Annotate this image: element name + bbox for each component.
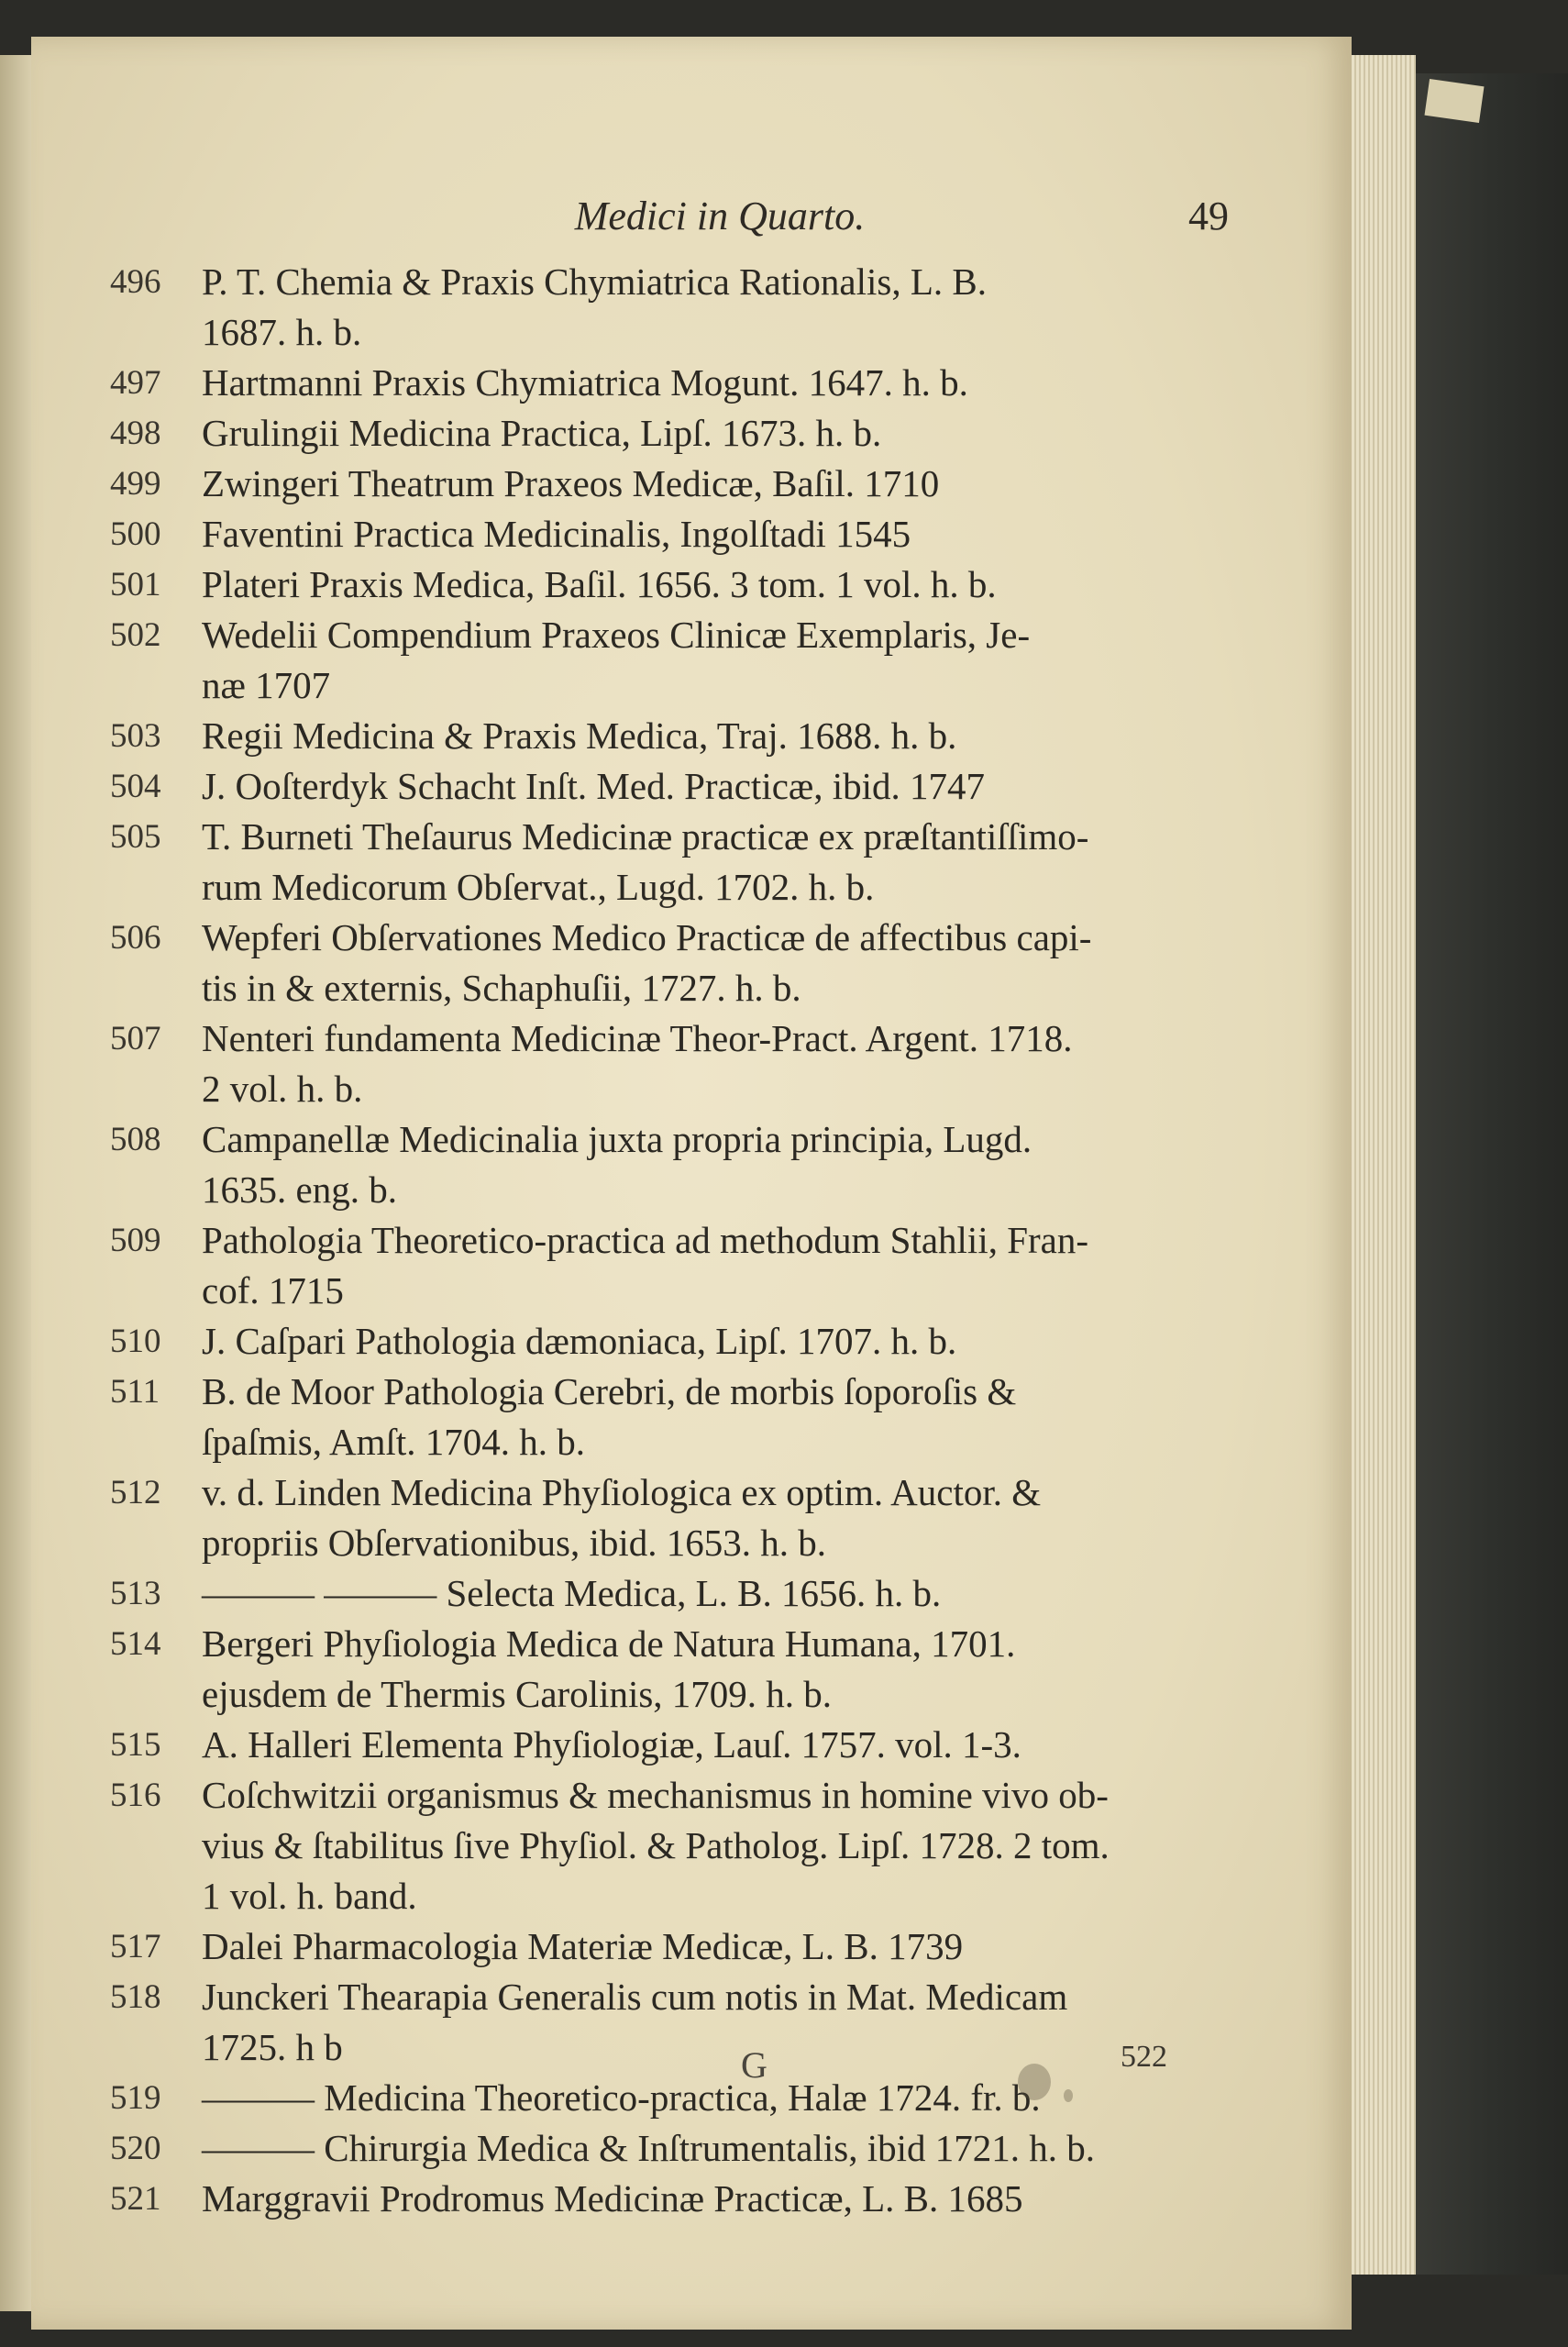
entry-text: Coſchwitzii organismus & mechanismus in homine vivo ob- vius & ſtabilitus ſive Phyſiol. & Patholog. Lipſ. 1728. 2 tom. 1 vol. h. band.: [202, 1774, 1110, 1917]
catchword: 522: [1121, 2040, 1167, 2074]
cover-corner: [1425, 79, 1485, 123]
entry-text: Zwingeri Theatrum Praxeos Medicæ, Baſil. 1710: [202, 462, 940, 504]
entry-text: Plateri Praxis Medica, Baſil. 1656. 3 tom. 1 vol. h. b.: [202, 563, 997, 605]
entry-number: 507: [110, 1020, 161, 1057]
entry-text: Hartmanni Praxis Chymiatrica Mogunt. 1647. h. b.: [202, 361, 968, 404]
entry-text: ——— Medicina Theoretico-practica, Halæ 1724. fr. b.: [202, 2076, 1041, 2119]
catalog-entry: [110, 1921, 1210, 1972]
entry-text: Faventini Practica Medicinalis, Ingolſtadi 1545: [202, 513, 911, 555]
entry-text: Bergeri Phyſiologia Medica de Natura Humana, 1701. ejusdem de Thermis Carolinis, 1709. h. b.: [202, 1622, 1016, 1715]
entry-text: Dalei Pharmacologia Materiæ Medicæ, L. B. 1739: [202, 1925, 964, 1967]
entry-number: 512: [110, 1474, 161, 1511]
entry-number: 508: [110, 1121, 161, 1158]
entry-text: Wedelii Compendium Praxeos Clinicæ Exemplaris, Je- næ 1707: [202, 614, 1031, 706]
catalog-entry: [110, 1770, 1210, 1921]
entry-text: A. Halleri Elementa Phyſiologiæ, Lauſ. 1757. vol. 1-3.: [202, 1723, 1021, 1766]
signature-mark: G: [741, 2044, 767, 2086]
catalog-entry: [110, 1720, 1210, 1770]
entry-number: 519: [110, 2079, 161, 2117]
entry-number: 497: [110, 364, 161, 402]
catalog-entry: [110, 1619, 1210, 1720]
entry-number: 517: [110, 1928, 161, 1965]
book-cover: [1416, 73, 1568, 2275]
catalog-entry: [110, 1467, 1210, 1568]
page-header: [211, 193, 1229, 248]
entry-number: 514: [110, 1625, 161, 1663]
entry-text: Nenteri fundamenta Medicinæ Theor-Pract. Argent. 1718. 2 vol. h. b.: [202, 1017, 1073, 1110]
catalog-entry: [110, 257, 1210, 358]
previous-page-edge: [0, 55, 31, 2311]
catalog-entry: [110, 358, 1210, 408]
catalog-entry: [110, 1568, 1210, 1619]
page-number: 49: [1188, 194, 1229, 238]
entry-text: P. T. Chemia & Praxis Chymiatrica Rationalis, L. B. 1687. h. b.: [202, 260, 987, 353]
entry-text: J. Ooſterdyk Schacht Inſt. Med. Practicæ, ibid. 1747: [202, 765, 986, 807]
entry-number: 516: [110, 1777, 161, 1814]
entry-number: 520: [110, 2130, 161, 2167]
entry-text: Marggravii Prodromus Medicinæ Practicæ, L. B. 1685: [202, 2177, 1023, 2220]
catalog-entry: [110, 559, 1210, 610]
catalog-entry: [110, 913, 1210, 1013]
entry-number: 500: [110, 515, 161, 553]
entry-text: Junckeri Thearapia Generalis cum notis in Mat. Medicam 1725. h b: [202, 1976, 1068, 2068]
entry-number: 496: [110, 263, 161, 301]
entry-number: 510: [110, 1323, 161, 1360]
catalog-entry: [110, 1013, 1210, 1114]
entry-number: 501: [110, 566, 161, 603]
entry-number: 506: [110, 919, 161, 957]
catalog-entry: [110, 2123, 1210, 2174]
catalog-entry: [110, 509, 1210, 559]
entry-text: ——— ——— Selecta Medica, L. B. 1656. h. b.: [202, 1572, 942, 1614]
ink-stain: [1064, 2089, 1073, 2102]
entry-text: J. Caſpari Pathologia dæmoniaca, Lipſ. 1707. h. b.: [202, 1320, 957, 1362]
entry-number: 521: [110, 2180, 161, 2218]
entry-number: 511: [110, 1373, 160, 1411]
entry-number: 502: [110, 616, 161, 654]
entry-text: ——— Chirurgia Medica & Inſtrumentalis, ibid 1721. h. b.: [202, 2127, 1096, 2169]
catalog-entry: [110, 1316, 1210, 1367]
catalog-entry: [110, 459, 1210, 509]
catalog-entries: [110, 257, 1210, 2224]
page-block-edges: [1352, 55, 1416, 2275]
catalog-entry: [110, 812, 1210, 913]
entry-number: 509: [110, 1222, 161, 1259]
entry-text: B. de Moor Pathologia Cerebri, de morbis ſoporoſis & ſpaſmis, Amſt. 1704. h. b.: [202, 1370, 1017, 1463]
entry-number: 513: [110, 1575, 161, 1612]
catalog-entry: [110, 1215, 1210, 1316]
entry-text: Pathologia Theoretico-practica ad methodum Stahlii, Fran- cof. 1715: [202, 1219, 1089, 1312]
catalog-entry: [110, 610, 1210, 711]
entry-number: 504: [110, 768, 161, 805]
entry-text: Campanellæ Medicinalia juxta propria principia, Lugd. 1635. eng. b.: [202, 1118, 1032, 1211]
entry-text: T. Burneti Theſaurus Medicinæ practicæ ex præſtantiſſimo- rum Medicorum Obſervat., Lugd. 1702. h. b.: [202, 815, 1089, 908]
catalog-entry: [110, 2174, 1210, 2224]
entry-number: 518: [110, 1978, 161, 2016]
ink-stain: [1018, 2064, 1051, 2100]
entry-number: 503: [110, 717, 161, 755]
catalog-entry: [110, 711, 1210, 761]
entry-text: v. d. Linden Medicina Phyſiologica ex optim. Auctor. & propriis Obſervationibus, ibid. 1653. h. b.: [202, 1471, 1042, 1564]
entry-text: Regii Medicina & Praxis Medica, Traj. 1688. h. b.: [202, 714, 957, 757]
entry-text: Wepferi Obſervationes Medico Practicæ de affectibus capi- tis in & externis, Schaphuſii, 1727. h. b.: [202, 916, 1092, 1009]
catalog-entry: [110, 761, 1210, 812]
entry-number: 499: [110, 465, 161, 503]
catalog-entry: [110, 1972, 1210, 2073]
entry-number: 498: [110, 415, 161, 452]
catalog-entry: [110, 408, 1210, 459]
catalog-entry: [110, 1367, 1210, 1467]
entry-text: Grulingii Medicina Practica, Lipſ. 1673. h. b.: [202, 412, 882, 454]
entry-number: 515: [110, 1726, 161, 1764]
entry-number: 505: [110, 818, 161, 856]
running-head: Medici in Quarto.: [574, 194, 866, 238]
catalog-entry: [110, 1114, 1210, 1215]
